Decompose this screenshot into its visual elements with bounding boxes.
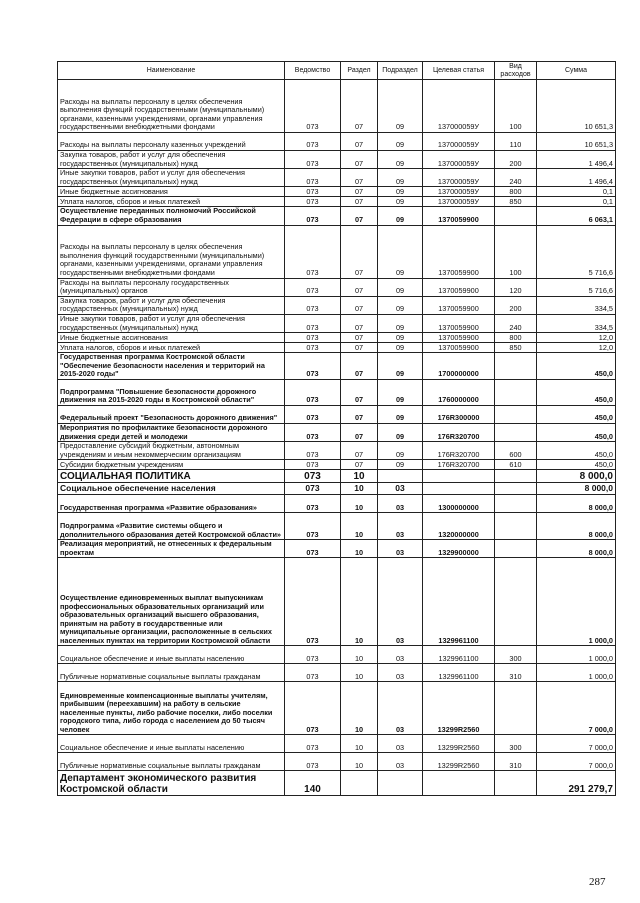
- cell-name: Уплата налогов, сборов и иных платежей: [58, 343, 285, 353]
- cell-section: 10: [341, 540, 378, 558]
- cell-section: 07: [341, 353, 378, 380]
- cell-subsection: 09: [378, 405, 423, 423]
- cell-name: Публичные нормативные социальные выплаты гражданам: [58, 753, 285, 771]
- cell-name: Иные закупки товаров, работ и услуг для обеспечения государственных (муниципальных) нужд: [58, 314, 285, 332]
- cell-subsection: 03: [378, 646, 423, 664]
- cell-name: Субсидии бюджетным учреждениям: [58, 460, 285, 470]
- cell-dept: 073: [285, 169, 341, 187]
- cell-exptype: 200: [495, 296, 537, 314]
- cell-section: 07: [341, 423, 378, 441]
- table-row: [58, 682, 616, 735]
- cell-exptype: 600: [495, 442, 537, 460]
- cell-name: Социальное обеспечение населения: [58, 483, 285, 495]
- cell-section: 07: [341, 343, 378, 353]
- cell-exptype: 610: [495, 460, 537, 470]
- cell-sum: 8 000,0: [537, 470, 616, 483]
- table-row: [58, 314, 616, 332]
- cell-exptype: [495, 353, 537, 380]
- cell-section: 07: [341, 197, 378, 207]
- cell-dept: 073: [285, 470, 341, 483]
- table-row: [58, 343, 616, 353]
- table-row: [58, 225, 616, 278]
- cell-target: 1370059900: [423, 207, 495, 225]
- cell-target: 1329961100: [423, 646, 495, 664]
- cell-exptype: [495, 379, 537, 405]
- table-row: [58, 646, 616, 664]
- table-row: [58, 735, 616, 753]
- cell-name: СОЦИАЛЬНАЯ ПОЛИТИКА: [58, 470, 285, 483]
- cell-subsection: 03: [378, 558, 423, 646]
- cell-name: Предоставление субсидий бюджетным, автономным учреждениям и иным некоммерческим организациям: [58, 442, 285, 460]
- cell-target: 13299R2560: [423, 682, 495, 735]
- table-row: [58, 197, 616, 207]
- cell-section: 07: [341, 207, 378, 225]
- cell-exptype: 240: [495, 314, 537, 332]
- cell-subsection: [378, 470, 423, 483]
- table-row: [58, 483, 616, 495]
- cell-name: Единовременные компенсационные выплаты учителям, прибывшим (переехавшим) на работу в сельские населенные пункты, либо рабочие поселки, либо поселки городского типа, либо города с населением до 50 тысяч человек: [58, 682, 285, 735]
- table-row: [58, 753, 616, 771]
- cell-target: 176R320700: [423, 423, 495, 441]
- table-row: [58, 470, 616, 483]
- cell-exptype: 310: [495, 664, 537, 682]
- table-row: [58, 133, 616, 151]
- cell-dept: 073: [285, 379, 341, 405]
- cell-sum: 7 000,0: [537, 735, 616, 753]
- cell-sum: 0,1: [537, 197, 616, 207]
- cell-sum: 6 063,1: [537, 207, 616, 225]
- cell-sum: 0,1: [537, 187, 616, 197]
- header-target: Целевая статья: [423, 62, 495, 80]
- cell-target: 137000059У: [423, 80, 495, 133]
- cell-dept: 073: [285, 460, 341, 470]
- cell-dept: 073: [285, 442, 341, 460]
- cell-subsection: 09: [378, 353, 423, 380]
- cell-section: 07: [341, 187, 378, 197]
- cell-section: 10: [341, 682, 378, 735]
- cell-exptype: 110: [495, 133, 537, 151]
- cell-target: [423, 483, 495, 495]
- cell-subsection: 09: [378, 296, 423, 314]
- cell-subsection: 03: [378, 513, 423, 540]
- cell-target: 137000059У: [423, 133, 495, 151]
- cell-subsection: 09: [378, 80, 423, 133]
- header-dept: Ведомство: [285, 62, 341, 80]
- table-body: [58, 80, 616, 796]
- cell-target: 1370059900: [423, 333, 495, 343]
- cell-subsection: 09: [378, 187, 423, 197]
- cell-target: 176R320700: [423, 460, 495, 470]
- cell-sum: 1 000,0: [537, 558, 616, 646]
- cell-section: 07: [341, 314, 378, 332]
- cell-sum: 10 651,3: [537, 80, 616, 133]
- cell-target: 176R320700: [423, 442, 495, 460]
- cell-subsection: 09: [378, 133, 423, 151]
- table-row: [58, 664, 616, 682]
- table-row: [58, 296, 616, 314]
- cell-name: Иные бюджетные ассигнования: [58, 333, 285, 343]
- cell-target: [423, 771, 495, 796]
- cell-dept: 073: [285, 278, 341, 296]
- cell-subsection: 09: [378, 333, 423, 343]
- cell-name: Социальное обеспечение и иные выплаты населению: [58, 646, 285, 664]
- cell-sum: 450,0: [537, 442, 616, 460]
- cell-name: Расходы на выплаты персоналу в целях обеспечения выполнения функций государственными (муниципальными) органами, казенными учреждениями, органами управления государственными внебюджетными фондами: [58, 225, 285, 278]
- cell-sum: 450,0: [537, 460, 616, 470]
- table-row: [58, 353, 616, 380]
- table-row: [58, 423, 616, 441]
- cell-dept: 073: [285, 225, 341, 278]
- header-name: Наименование: [58, 62, 285, 80]
- table-row: [58, 460, 616, 470]
- cell-section: 10: [341, 558, 378, 646]
- cell-exptype: [495, 771, 537, 796]
- cell-section: 10: [341, 753, 378, 771]
- cell-section: 07: [341, 379, 378, 405]
- cell-section: 07: [341, 442, 378, 460]
- table-header-row: [58, 62, 616, 80]
- table-row: [58, 558, 616, 646]
- cell-name: Закупка товаров, работ и услуг для обеспечения государственных (муниципальных) нужд: [58, 151, 285, 169]
- cell-subsection: 09: [378, 314, 423, 332]
- cell-name: Расходы на выплаты персоналу казенных учреждений: [58, 133, 285, 151]
- table-row: [58, 442, 616, 460]
- budget-table: [57, 61, 616, 796]
- table-row: [58, 151, 616, 169]
- cell-subsection: 03: [378, 483, 423, 495]
- cell-target: 137000059У: [423, 169, 495, 187]
- cell-sum: 7 000,0: [537, 753, 616, 771]
- cell-name: Мероприятия по профилактике безопасности дорожного движения среди детей и молодежи: [58, 423, 285, 441]
- cell-dept: 073: [285, 353, 341, 380]
- cell-target: 1700000000: [423, 353, 495, 380]
- cell-sum: 450,0: [537, 423, 616, 441]
- cell-dept: 073: [285, 187, 341, 197]
- cell-dept: 073: [285, 495, 341, 513]
- cell-name: Государственная программа «Развитие образования»: [58, 495, 285, 513]
- cell-dept: 140: [285, 771, 341, 796]
- cell-sum: 5 716,6: [537, 225, 616, 278]
- cell-sum: 8 000,0: [537, 513, 616, 540]
- cell-sum: 334,5: [537, 296, 616, 314]
- cell-target: [423, 470, 495, 483]
- cell-target: 1329961100: [423, 558, 495, 646]
- cell-section: 07: [341, 151, 378, 169]
- cell-subsection: 09: [378, 225, 423, 278]
- cell-subsection: 09: [378, 379, 423, 405]
- cell-section: 07: [341, 333, 378, 343]
- cell-exptype: [495, 558, 537, 646]
- cell-dept: 073: [285, 513, 341, 540]
- cell-sum: 12,0: [537, 343, 616, 353]
- cell-dept: 073: [285, 343, 341, 353]
- cell-sum: 1 000,0: [537, 646, 616, 664]
- cell-section: 10: [341, 513, 378, 540]
- cell-sum: 291 279,7: [537, 771, 616, 796]
- page-number: 287: [589, 876, 606, 888]
- cell-subsection: 09: [378, 278, 423, 296]
- cell-sum: 1 496,4: [537, 151, 616, 169]
- cell-target: 137000059У: [423, 151, 495, 169]
- cell-section: 10: [341, 483, 378, 495]
- cell-sum: 10 651,3: [537, 133, 616, 151]
- cell-subsection: 09: [378, 460, 423, 470]
- cell-subsection: [378, 771, 423, 796]
- cell-subsection: 09: [378, 442, 423, 460]
- cell-dept: 073: [285, 646, 341, 664]
- cell-exptype: [495, 405, 537, 423]
- cell-subsection: 09: [378, 151, 423, 169]
- cell-section: 07: [341, 225, 378, 278]
- cell-exptype: 300: [495, 646, 537, 664]
- header-exptype: Вид расходов: [495, 62, 537, 80]
- cell-section: 07: [341, 278, 378, 296]
- cell-sum: 334,5: [537, 314, 616, 332]
- cell-exptype: [495, 495, 537, 513]
- cell-dept: 073: [285, 197, 341, 207]
- cell-sum: 1 496,4: [537, 169, 616, 187]
- cell-exptype: 850: [495, 343, 537, 353]
- cell-dept: 073: [285, 333, 341, 343]
- cell-dept: 073: [285, 423, 341, 441]
- cell-section: 07: [341, 405, 378, 423]
- cell-name: Подпрограмма "Повышение безопасности дорожного движения на 2015-2020 годы в Костромской области": [58, 379, 285, 405]
- cell-target: 176R300000: [423, 405, 495, 423]
- cell-target: 1329900000: [423, 540, 495, 558]
- cell-name: Подпрограмма «Развитие системы общего и дополнительного образования детей Костромской области»: [58, 513, 285, 540]
- cell-subsection: 09: [378, 207, 423, 225]
- cell-target: 1760000000: [423, 379, 495, 405]
- cell-name: Осуществление переданных полномочий Российской Федерации в сфере образования: [58, 207, 285, 225]
- cell-sum: 8 000,0: [537, 483, 616, 495]
- header-subsection: Подраздел: [378, 62, 423, 80]
- cell-subsection: 09: [378, 343, 423, 353]
- cell-name: Публичные нормативные социальные выплаты гражданам: [58, 664, 285, 682]
- cell-exptype: [495, 513, 537, 540]
- table-row: [58, 278, 616, 296]
- cell-name: Расходы на выплаты персоналу в целях обеспечения выполнения функций государственными (муниципальными) органами, казенными учреждениями, органами управления государственными внебюджетными фондами: [58, 80, 285, 133]
- cell-name: Уплата налогов, сборов и иных платежей: [58, 197, 285, 207]
- cell-target: 1370059900: [423, 296, 495, 314]
- cell-exptype: 100: [495, 225, 537, 278]
- table-row: [58, 540, 616, 558]
- cell-target: 1370059900: [423, 314, 495, 332]
- cell-exptype: 800: [495, 187, 537, 197]
- header-sum: Сумма: [537, 62, 616, 80]
- cell-dept: 073: [285, 296, 341, 314]
- cell-section: 07: [341, 80, 378, 133]
- budget-table-sheet: [57, 61, 615, 796]
- cell-dept: 073: [285, 405, 341, 423]
- cell-dept: 073: [285, 682, 341, 735]
- cell-dept: 073: [285, 753, 341, 771]
- cell-subsection: 03: [378, 664, 423, 682]
- cell-target: 13299R2560: [423, 735, 495, 753]
- cell-exptype: 200: [495, 151, 537, 169]
- cell-target: 13299R2560: [423, 753, 495, 771]
- table-row: [58, 169, 616, 187]
- cell-name: Департамент экономического развития Костромской области: [58, 771, 285, 796]
- cell-dept: 073: [285, 664, 341, 682]
- cell-exptype: [495, 682, 537, 735]
- cell-sum: 7 000,0: [537, 682, 616, 735]
- cell-section: 10: [341, 735, 378, 753]
- table-row: [58, 207, 616, 225]
- cell-section: 07: [341, 296, 378, 314]
- cell-subsection: 09: [378, 197, 423, 207]
- cell-target: 1320000000: [423, 513, 495, 540]
- cell-exptype: 100: [495, 80, 537, 133]
- cell-name: Расходы на выплаты персоналу государственных (муниципальных) органов: [58, 278, 285, 296]
- cell-exptype: [495, 207, 537, 225]
- cell-section: 10: [341, 646, 378, 664]
- cell-name: Иные бюджетные ассигнования: [58, 187, 285, 197]
- cell-dept: 073: [285, 558, 341, 646]
- cell-name: Государственная программа Костромской области "Обеспечение безопасности населения и территорий на 2015-2020 годы": [58, 353, 285, 380]
- cell-sum: 1 000,0: [537, 664, 616, 682]
- cell-section: [341, 771, 378, 796]
- table-row: [58, 187, 616, 197]
- cell-name: Осуществление единовременных выплат выпускникам профессиональных образовательных организаций или образовательных организаций высшего образования, принятым на работу в государственные или муниципальные организации, расположенные в сельских населенных пунктах на территории Костромской области: [58, 558, 285, 646]
- cell-dept: 073: [285, 540, 341, 558]
- cell-section: 10: [341, 495, 378, 513]
- cell-dept: 073: [285, 314, 341, 332]
- cell-sum: 8 000,0: [537, 540, 616, 558]
- cell-subsection: 03: [378, 682, 423, 735]
- table-row: [58, 80, 616, 133]
- cell-sum: 450,0: [537, 353, 616, 380]
- cell-exptype: [495, 423, 537, 441]
- cell-sum: 5 716,6: [537, 278, 616, 296]
- cell-dept: 073: [285, 483, 341, 495]
- cell-section: 07: [341, 460, 378, 470]
- cell-sum: 450,0: [537, 405, 616, 423]
- cell-section: 10: [341, 664, 378, 682]
- table-row: [58, 405, 616, 423]
- cell-target: 137000059У: [423, 187, 495, 197]
- cell-dept: 073: [285, 207, 341, 225]
- cell-target: 1370059900: [423, 278, 495, 296]
- cell-target: 137000059У: [423, 197, 495, 207]
- cell-sum: 450,0: [537, 379, 616, 405]
- cell-subsection: 09: [378, 423, 423, 441]
- cell-dept: 073: [285, 735, 341, 753]
- cell-subsection: 03: [378, 495, 423, 513]
- cell-section: 10: [341, 470, 378, 483]
- table-row: [58, 333, 616, 343]
- cell-sum: 12,0: [537, 333, 616, 343]
- cell-subsection: 03: [378, 753, 423, 771]
- cell-name: Федеральный проект "Безопасность дорожного движения": [58, 405, 285, 423]
- cell-dept: 073: [285, 151, 341, 169]
- cell-subsection: 09: [378, 169, 423, 187]
- cell-target: 1329961100: [423, 664, 495, 682]
- cell-section: 07: [341, 169, 378, 187]
- cell-target: 1370059900: [423, 343, 495, 353]
- table-row: [58, 513, 616, 540]
- cell-name: Реализация мероприятий, не отнесенных к федеральным проектам: [58, 540, 285, 558]
- table-row: [58, 495, 616, 513]
- cell-sum: 8 000,0: [537, 495, 616, 513]
- cell-exptype: 850: [495, 197, 537, 207]
- cell-name: Закупка товаров, работ и услуг для обеспечения государственных (муниципальных) нужд: [58, 296, 285, 314]
- cell-exptype: 240: [495, 169, 537, 187]
- cell-exptype: [495, 483, 537, 495]
- cell-subsection: 03: [378, 540, 423, 558]
- cell-name: Социальное обеспечение и иные выплаты населению: [58, 735, 285, 753]
- table-row: [58, 771, 616, 796]
- cell-dept: 073: [285, 80, 341, 133]
- cell-exptype: [495, 470, 537, 483]
- cell-exptype: 300: [495, 735, 537, 753]
- cell-exptype: 310: [495, 753, 537, 771]
- cell-exptype: [495, 540, 537, 558]
- cell-target: 1300000000: [423, 495, 495, 513]
- cell-exptype: 120: [495, 278, 537, 296]
- cell-exptype: 800: [495, 333, 537, 343]
- cell-name: Иные закупки товаров, работ и услуг для обеспечения государственных (муниципальных) нужд: [58, 169, 285, 187]
- cell-subsection: 03: [378, 735, 423, 753]
- cell-target: 1370059900: [423, 225, 495, 278]
- header-section: Раздел: [341, 62, 378, 80]
- table-row: [58, 379, 616, 405]
- cell-dept: 073: [285, 133, 341, 151]
- cell-section: 07: [341, 133, 378, 151]
